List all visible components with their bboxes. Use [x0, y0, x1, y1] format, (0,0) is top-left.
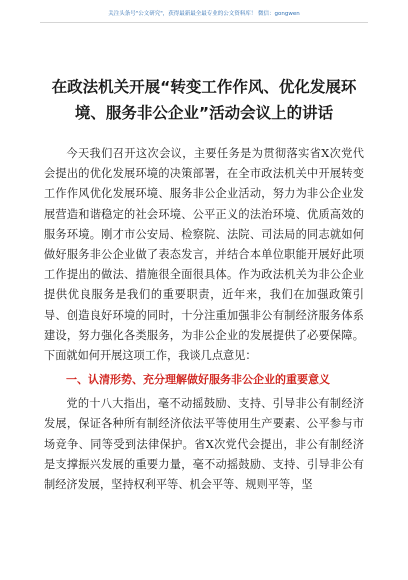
document-body [44, 144, 364, 495]
intro-paragraph: 今天我们召开这次会议，主要任务是为贯彻落实省X次党代会提出的优化发展环境的决策部署，在全市政法机关中开展转变工作作风优化发展环境、服务非公企业活动，努力为非公企业发展营造和谐稳定的社会环境、公平正义的法治环境、优质高效的服务环境。刚才市公安局、检察院、法院、司法局的同志就如何做好服务非公企业做了表态发言，并结合本单位职能开展好此项工作提出的做法、措施很全面很具体。作为政法机关为非公企业提供优良服务是我们的重要职责，近年来，我们在加强政策引导、创造良好环境的同时，十分注重加强非公有制经济服务体系建设，努力强化各类服务，为非公企业的发展提供了必要保障。下面就如何开展这项工作，我谈几点意见： [44, 147, 364, 363]
section-heading: 一、认清形势、充分理解做好服务非公企业的重要意义 [66, 373, 330, 387]
document-title: 在政法机关开展“转变工作作风、优化发展环境、服务非公企业”活动会议上的讲话 [51, 78, 357, 122]
banner-divider [40, 22, 368, 23]
section-paragraph: 党的十八大指出，毫不动摇鼓励、支持、引导非公有制经济发展，保证各种所有制经济依法平等使用生产要素、公平参与市场竞争、同等受到法律保护。省X次党代会提出，非公有制经济是支撑振兴发展的重要力量，毫不动摇鼓励、支持、引导非公有制经济发展，坚持权利平等、机会平等、规则平等，坚 [44, 397, 364, 492]
top-banner: 关注头条号"公文研究"，获得最新最全最专业的公文资料库！ 微信：gongwen [108, 11, 300, 17]
